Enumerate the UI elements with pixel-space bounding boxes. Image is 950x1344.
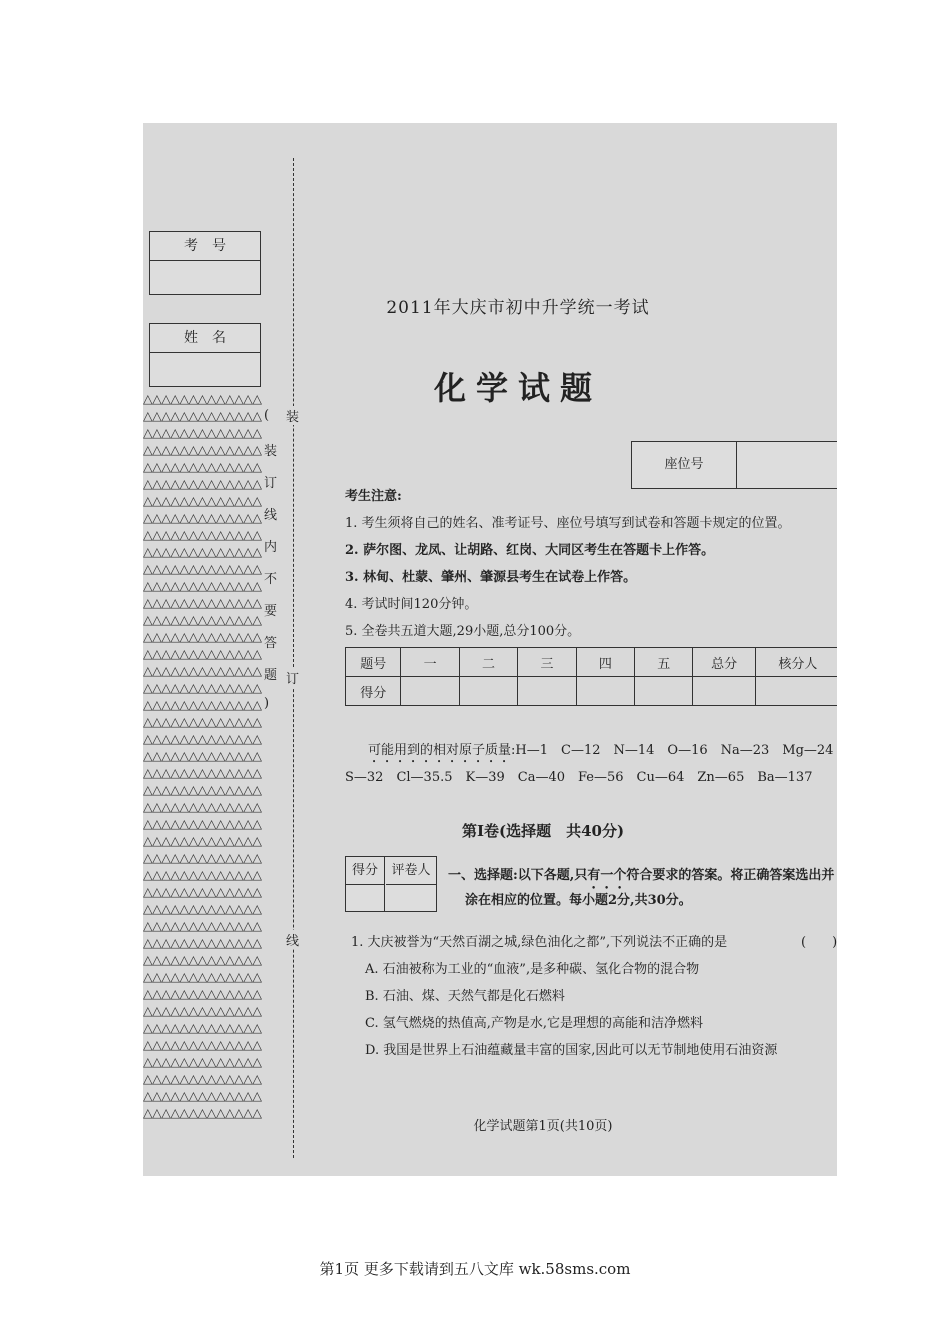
- section-instructions-line-2: 涂在相应的位置。每小题2分,共30分。: [465, 893, 692, 908]
- score-cell: [693, 677, 755, 706]
- table-header: 核分人: [755, 648, 837, 677]
- note-item-3: 3. 林甸、杜蒙、肇州、肇源县考生在试卷上作答。: [345, 570, 637, 585]
- atomic-masses-line-2: S—32 Cl—35.5 K—39 Ca—40 Fe—56 Cu—64 Zn—65 Ba—137: [345, 770, 813, 785]
- exam-header: 2011年大庆市初中升学统一考试: [386, 298, 650, 318]
- option-c: C. 氢气燃烧的热值高,产物是水,它是理想的高能和洁净燃料: [365, 1016, 704, 1031]
- instr-emphasis: 有一个: [587, 868, 627, 883]
- score-cell: [401, 677, 459, 706]
- note-item-1: 1. 考生须将自己的姓名、准考证号、座位号填写到试卷和答题卡规定的位置。: [345, 516, 791, 531]
- table-header: 总分: [693, 648, 755, 677]
- score-cell: [755, 677, 837, 706]
- name-box: [149, 323, 261, 387]
- warning-char: 要: [264, 600, 277, 619]
- option-a: A. 石油被称为工业的“血液”,是多种碳、氢化合物的混合物: [365, 962, 700, 977]
- score-cell: [576, 677, 634, 706]
- warning-char: 内: [264, 536, 277, 555]
- table-header: 题号: [346, 648, 401, 677]
- document-footer: 第1页 更多下载请到五八文库 wk.58sms.com: [319, 1260, 631, 1278]
- atomic-masses-prefix: 可能用到的相对原子质量: [368, 743, 512, 758]
- note-item-5: 5. 全卷共五道大题,29小题,总分100分。: [345, 624, 581, 639]
- margin-char-xian: 线: [286, 930, 299, 949]
- section-instructions-line-1: [448, 864, 834, 892]
- subject-title: 化学试题: [433, 369, 602, 407]
- warning-char: ): [264, 696, 270, 711]
- score-table: [345, 647, 837, 706]
- atomic-masses-values: :H—1 C—12 N—14 O—16 Na—23 Mg—24: [511, 743, 834, 758]
- warning-char: 装: [264, 440, 277, 459]
- table-header: 五: [635, 648, 693, 677]
- binding-dashed-line: [293, 158, 294, 1158]
- note-item-2: 2. 萨尔图、龙凤、让胡路、红岗、大同区考生在答题卡上作答。: [345, 543, 715, 558]
- score-cell: [459, 677, 517, 706]
- table-header: 一: [401, 648, 459, 677]
- notes-heading: 考生注意:: [345, 489, 402, 504]
- option-b: B. 石油、煤、天然气都是化石燃料: [365, 989, 565, 1004]
- note-item-4: 4. 考试时间120分钟。: [345, 597, 478, 612]
- table-header: 四: [576, 648, 634, 677]
- answer-bracket: ( ): [801, 935, 837, 950]
- margin-char-ding: 订: [286, 668, 299, 687]
- score-cell: [518, 677, 576, 706]
- table-header: 三: [518, 648, 576, 677]
- table-header: 二: [459, 648, 517, 677]
- instr-part-1: 一、选择题:以下各题,只: [448, 868, 588, 883]
- name-label: 姓 名: [150, 324, 260, 353]
- warning-char: 答: [264, 632, 277, 651]
- atomic-masses-line-1: [368, 739, 833, 766]
- score-table-score-row: [346, 677, 838, 706]
- scan-page-footer: 化学试题第1页(共10页): [473, 1119, 613, 1134]
- margin-char-zhuang: 装: [286, 406, 299, 425]
- seat-number-box: [631, 441, 837, 489]
- exam-number-box: [149, 231, 261, 295]
- section-title: 第Ⅰ卷(选择题 共40分): [461, 822, 625, 840]
- warning-char: 题: [264, 664, 277, 683]
- score-table-header-row: [346, 648, 838, 677]
- warning-char: 不: [264, 568, 277, 587]
- instr-part-2: 符合要求的答案。将正确答案选出并: [626, 868, 835, 883]
- question-1-stem: 1. 大庆被誉为“天然百湖之城,绿色油化之都”,下列说法不正确的是: [351, 935, 728, 950]
- option-d: D. 我国是世界上石油蕴藏量丰富的国家,因此可以无节制地使用石油资源: [365, 1043, 778, 1058]
- warning-char: 订: [264, 472, 277, 491]
- seat-number-label: 座位号: [632, 442, 737, 488]
- grader-divider: [384, 884, 385, 911]
- warning-char: 线: [264, 504, 277, 523]
- scanned-exam-page: [143, 123, 837, 1176]
- grader-score-label: 得分: [346, 857, 385, 885]
- table-row-label: 得分: [346, 677, 401, 706]
- exam-number-label: 考 号: [150, 232, 260, 261]
- grader-name-label: 评卷人: [386, 857, 436, 885]
- triangle-pattern: △△△△△△△△△△△△△ △△△△△△△△△△△△△ △△△△△△△△△△△△△ △△△△△△△△△△△△△ △△△△△△△△△△△△△ △△△△△△△△△△△△△ △△△△△△△△△△△△△ △△△△△△△△△△△△△ △△△△△△△△△△△△△ △△△△△△△△△△△△△ △△△△△△△△△△△△△ △△△△△△△△△△△△△ △△△△△△△△△△△△△ △△△△△△△△△△△△△ △△△△△△△△△△△△△ △△△△△△△△△△△△△ △△△△△△△△△△△△△ △△△△△△△△△△△△△ △△△△△△△△△△△△△ △△△△△△△△△△△△△ △△△△△△△△△△△△△ △△△△△△△△△△△△△ △△△△△△△△△△△△△ △△△△△△△△△△△△△ △△△△△△△△△△△△△ △△△△△△△△△△△△△ △△△△△△△△△△△△△ △△△△△△△△△△△△△ △△△△△△△△△△△△△ △△△△△△△△△△△△△ △△△△△△△△△△△△△ △△△△△△△△△△△△△ △△△△△△△△△△△△△ △△△△△△△△△△△△△ △△△△△△△△△△△△△ △△△△△△△△△△△△△ △△△△△△△△△△△△△ △△△△△△△△△△△△△ △△△△△△△△△△△△△ △△△△△△△△△△△△△ △△△△△△△△△△△△△ △△△△△△△△△△△△△ △△△△△△△△△△△△△: [143, 391, 262, 1120]
- warning-char: (: [264, 408, 270, 423]
- grader-box: [345, 856, 437, 912]
- score-cell: [635, 677, 693, 706]
